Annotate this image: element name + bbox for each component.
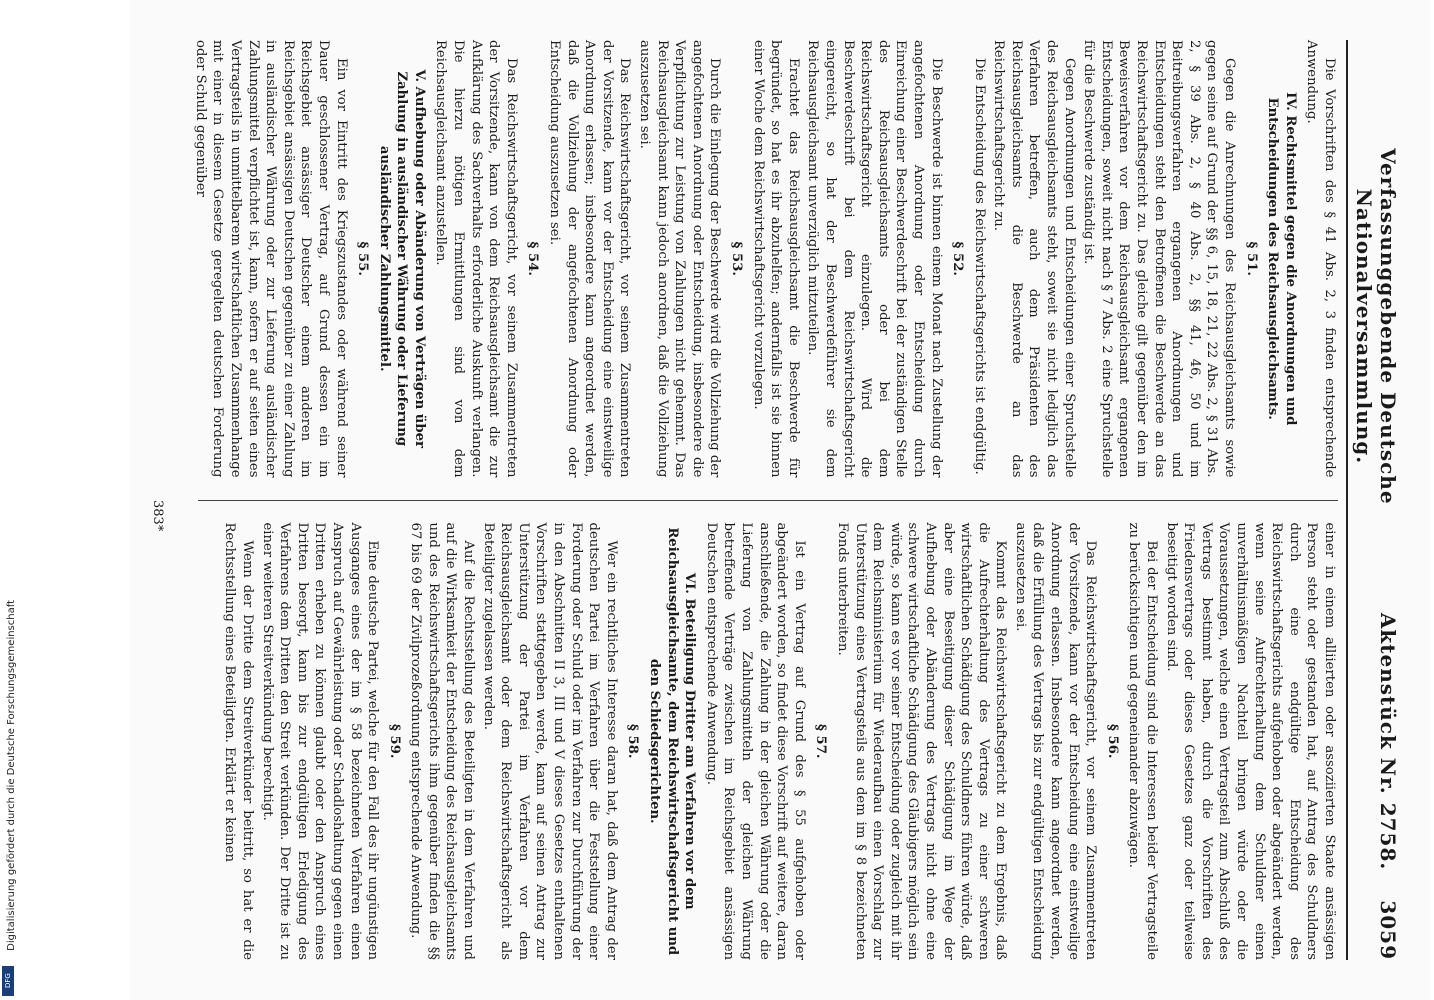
dfg-logo: DFG <box>2 966 14 996</box>
paragraph-heading: § 54. <box>525 241 541 276</box>
body-paragraph: Wenn der Dritte dem Streitverkünder beitritt, so hat er die Rechtsstellung eines Beteiligten. Erklärt er keinen <box>222 522 255 960</box>
header-doc-ref: Aktenstück Nr. 2758. <box>1376 612 1400 871</box>
body-paragraph: Die Entscheidung des Reichswirtschaftsgerichts ist endgültig. <box>971 58 987 475</box>
paragraph-heading: § 59. <box>386 724 402 759</box>
body-paragraph: Eine deutsche Partei, welche für den Fall des ihr ungünstigen Ausganges eines der im § 58 bezeichneten Verfahren einen Anspruch auf Gewährleistung oder Schadloshaltung gegen einen Dritten erheben zu können glaubt oder den Anspruch eines Dritten besorgt, kann bis zur endgültigen Erledigung des Verfahrens dem Dritten den Streit verkünden. Der Dritte ist zu einer weiteren Streitverkündung berechtigt. <box>259 522 381 960</box>
body-paragraph: Gegen Anordnungen und Entscheidungen einer Spruchstelle des Reichsausgleichsamts steht, soweit sie nicht lediglich das Verfahren betreffen, auch dem Präsidenten des Reichsausgleichsamts die Beschwerde an das Reichswirtschaftsgericht zu. <box>991 40 1077 478</box>
body-paragraph: Die Beschwerde ist binnen einem Monat nach Zustellung der angefochtenen Anordnung oder Entscheidung durch Einreichung einer Beschwerdeschrift bei der zuständigen Stelle des Reichsausgleichsamts oder bei dem Reichswirtschaftsgericht einzulegen. Wird die Beschwerdeschrift bei dem Reichswirtschaftsgericht eingereicht, so hat der Beschwerdeführer sie dem Reichsausgleichsamt unverzüglich mitzuteilen. <box>805 40 944 478</box>
paragraph-heading: § 56. <box>1104 724 1120 759</box>
text-columns <box>192 40 1338 960</box>
paragraph-heading: § 57. <box>813 724 829 759</box>
paragraph-heading: § 55. <box>355 241 371 276</box>
footer-number: 383* <box>150 500 165 532</box>
section-heading: VI. Beteiligung Dritter am Verfahren vor dem Reichsausgleichsamte, dem Reichswirtschaftsgericht und den Schiedsgerichten. <box>647 527 698 956</box>
body-paragraph: Gegen die Anrechnungen des Reichsausgleichsamts sowie gegen seine auf Grund der §§ 6, 15, 18, 21, 22 Abs. 2, § 31 Abs. 2, § 39 Abs. 2, § 40 Abs. 2, §§ 41, 46, 50 und im Beitreibungsverfahren ergangenen Anordnungen und Entscheidungen steht den Betroffenen die Beschwerde an das Reichswirtschaftsgericht zu. Das gleiche gilt gegenüber den im Beweisverfahren vor dem Reichsausgleichsamt ergangenen Entscheidungen, soweit nicht nach § 7 Abs. 2 eine Spruchstelle für die Beschwerde zuständig ist. <box>1081 40 1238 478</box>
body-paragraph: Erachtet das Reichsausgleichsamt die Beschwerde für begründet, so hat es ihr abzuhelfen; andernfalls ist sie binnen einer Woche dem Reichswirtschaftsgericht vorzulegen. <box>750 40 801 478</box>
body-paragraph: Kommt das Reichswirtschaftsgericht zu dem Ergebnis, daß die Aufrechterhaltung des Vertrags zu einer schweren wirtschaftlichen Schädigung des Schuldners führen würde, daß aber eine Beseitigung dieser Schädigung im Wege der Aufhebung oder Abänderung des Vertrags nicht ohne eine schwere wirtschaftliche Schädigung des Gläubigers möglich sein würde, so kann es vor seiner Entscheidung oder zugleich mit ihr dem Reichsministerium für Wiederaufbau einen Vorschlag zur Unterstützung eines Vertragsteils aus dem im § 8 bezeichneten Fonds unterbreiten. <box>834 522 1009 960</box>
header-page-number: 3059 <box>1376 900 1400 960</box>
body-paragraph: Das Reichswirtschaftsgericht, vor seinem Zusammentreten der Vorsitzende, kann vor der Entscheidung eine einstweilige Anordnung erlassen. Insbesondere kann angeordnet werden, daß die Erfüllung des Vertrags bis zur endgültigen Entscheidung auszusetzen sei. <box>1012 522 1099 960</box>
paragraph-heading: § 53. <box>729 241 744 276</box>
column-right <box>198 523 1338 961</box>
body-paragraph: einer in einem alliierten oder assoziierten Staate ansässigen Person steht oder gestanden hat, auf Antrag des Schuldners durch eine endgültige Entscheidung des Reichswirtschaftsgerichts aufgehoben oder abgeändert werden, wenn seine Aufrechterhaltung dem Schuldner einen unverhältnismäßigen Nachteil bringen würde oder die Voraussetzungen, welche einen Vertragsteil zum Abschluß des Vertrags bestimmt haben, durch die Vorschriften des Friedensvertrags oder dieses Gesetzes ganz oder teilweise beseitigt worden sind. <box>1163 522 1337 960</box>
header-title: Verfassunggebende Deutsche Nationalversammlung. <box>1352 148 1400 505</box>
body-paragraph: Ist ein Vertrag auf Grund des § 55 aufgehoben oder abgeändert worden, so findet diese Vorschrift auf weitere, daran anschließende, die Zahlung in der gleichen Währung oder die Lieferung von Zahlungsmitteln der gleichen Währung betreffende Verträge zwischen im Reichsgebiet ansässigen Deutschen entsprechende Anwendung. <box>703 522 807 960</box>
body-paragraph: Durch die Einlegung der Beschwerde wird die Vollziehung der angefochtenen Anordnung oder Entscheidung, insbesondere die Verpflichtung zur Leistung von Zahlungen nicht gehemmt. Das Reichsausgleichsamt kann jedoch anordnen, daß die Vollziehung auszusetzen sei. <box>637 40 723 478</box>
section-heading: V. Aufhebung oder Abänderung von Verträgen über Zahlung in ausländischer Währung oder Lieferung ausländischer Zahlungsmittel. <box>376 69 427 448</box>
body-paragraph: Bei der Entscheidung sind die Interessen beider Vertragsteile zu berücksichtigen und gegeneinander abzuwägen. <box>1126 522 1160 960</box>
body-paragraph: Das Reichswirtschaftsgericht, vor seinem Zusammentreten der Vorsitzende, kann von dem Reichsausgleichsamt die zur Aufklärung des Sachverhalts erforderliche Auskunft verlangen. Die hierzu nötigen Ermittlungen sind von dem Reichsausgleichsamt anzustellen. <box>433 40 519 478</box>
side-strip: Digitalisierung gefördert durch die Deutsche Forschungsgemeinschaft <box>6 600 17 951</box>
intro-paragraph: Die Vorschriften des § 41 Abs. 2, 3 finden entsprechende Anwendung. <box>1304 40 1337 478</box>
document-page <box>130 0 1430 1000</box>
page-header <box>1346 40 1400 960</box>
paragraph-heading: § 51. <box>1243 241 1259 276</box>
body-paragraph: Ein vor Eintritt des Kriegszustandes oder während seiner Dauer geschlossener Vertrag, auf Grund dessen ein im Reichsgebiet ansässiger Deutscher einem anderen im Reichsgebiet ansässigen Deutschen gegenüber zu einer Zahlung in ausländischer Währung oder zur Lieferung ausländischer Zahlungsmittel verpflichtet ist, kann, sofern er auf seiten eines Vertragsteils in unmittelbarem wirtschaftlichen Zusammenhange mit einer in diesem Gesetze geregelten deutschen Forderung oder Schuld gegenüber <box>192 40 349 478</box>
body-paragraph: Auf die Rechtsstellung des Beteiligten in dem Verfahren und auf die Wirksamkeit der Entscheidung des Reichsausgleichsamts und des Reichswirtschaftsgerichts ihm gegenüber finden die §§ 67 bis 69 der Zivilprozeßordnung entsprechende Anwendung. <box>408 522 477 960</box>
section-heading: IV. Rechtsmittel gegen die Anordnungen und Entscheidungen des Reichsausgleichsamts. <box>1265 92 1298 426</box>
column-left <box>192 40 1338 478</box>
column-divider <box>198 500 1338 501</box>
paragraph-heading: § 58. <box>625 724 641 759</box>
body-paragraph: Wer ein rechtliches Interesse daran hat, daß dem Antrag der deutschen Partei im Verfahren über die Feststellung einer Forderung oder Schuld oder im Verfahren zur Durchführung der in den Abschnitten II 3, III und V dieses Gesetzes enthaltenen Vorschriften stattgegeben werde, kann auf seinen Antrag zur Unterstützung der Partei im Verfahren vor dem Reichsausgleichsamt oder dem Reichswirtschaftsgericht als Beteiligter zugelassen werden. <box>480 522 619 960</box>
paragraph-heading: § 52. <box>950 241 966 276</box>
body-paragraph: Das Reichswirtschaftsgericht, vor seinem Zusammentreten der Vorsitzende, kann vor der Entscheidung eine einstweilige Anordnung erlassen; insbesondere kann angeordnet werden, daß die Vollziehung der angefochtenen Anordnung oder Entscheidung auszusetzen sei. <box>547 40 633 478</box>
